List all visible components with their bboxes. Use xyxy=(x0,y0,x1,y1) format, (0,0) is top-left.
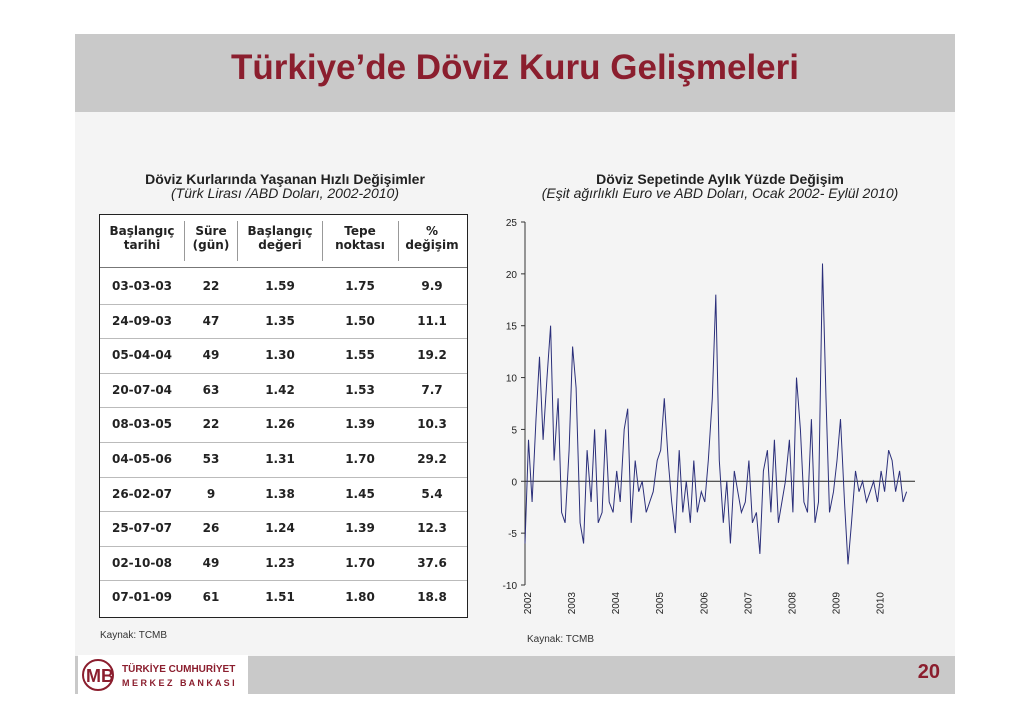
x-tick-label: 2006 xyxy=(699,592,711,615)
cell-start-date: 04-05-06 xyxy=(111,452,173,466)
cell-duration: 9 xyxy=(206,486,216,501)
y-tick-label: 15 xyxy=(505,321,517,333)
cell-peak: 1.39 xyxy=(345,521,375,536)
table-heading: Döviz Kurlarında Yaşanan Hızlı Değişimler xyxy=(145,171,425,187)
y-tick-label: -10 xyxy=(502,581,517,592)
row-divider xyxy=(100,477,467,478)
monthly-change-chart xyxy=(495,210,925,630)
col-header-start-date: Başlangıç tarihi xyxy=(109,224,175,252)
x-tick-label: 2005 xyxy=(655,592,667,615)
cell-start-date: 25-07-07 xyxy=(111,521,173,536)
x-tick-label: 2002 xyxy=(523,592,534,615)
cell-duration: 22 xyxy=(202,279,220,293)
x-tick-label: 2010 xyxy=(875,592,887,615)
cell-start-value: 1.30 xyxy=(265,348,295,363)
x-tick-label: 2009 xyxy=(831,592,843,615)
x-tick-label: 2007 xyxy=(743,592,755,615)
y-tick-label: 20 xyxy=(505,269,517,281)
x-tick-label: 2008 xyxy=(787,592,799,615)
row-divider xyxy=(100,407,467,408)
cell-change: 5.4 xyxy=(421,486,443,501)
cell-change: 10.3 xyxy=(417,417,447,432)
row-divider xyxy=(100,546,467,547)
chart-source: Kaynak: TCMB xyxy=(527,634,595,645)
row-divider xyxy=(100,511,467,512)
cell-start-date: 24-09-03 xyxy=(111,313,173,328)
cell-start-date: 03-03-03 xyxy=(111,279,173,293)
cell-duration: 61 xyxy=(202,590,220,605)
central-bank-logo xyxy=(78,655,248,695)
page-title: Türkiye’de Döviz Kuru Gelişmeleri xyxy=(231,48,799,87)
cell-start-value: 1.59 xyxy=(265,279,295,293)
exchange-rate-table xyxy=(99,214,468,618)
chart-axes xyxy=(503,218,915,614)
chart-plot xyxy=(525,264,907,565)
table-source: Kaynak: TCMB xyxy=(100,630,168,641)
cell-change: 7.7 xyxy=(421,382,443,397)
cell-peak: 1.80 xyxy=(345,590,375,605)
cell-peak: 1.75 xyxy=(345,279,375,293)
y-tick-label: -5 xyxy=(508,529,517,541)
table-header-row xyxy=(100,215,467,261)
table-row xyxy=(100,269,467,303)
cell-duration: 26 xyxy=(202,521,220,536)
cell-change: 18.8 xyxy=(417,590,447,605)
cell-peak: 1.45 xyxy=(345,486,375,501)
cell-duration: 49 xyxy=(202,348,220,363)
cell-start-date: 26-02-07 xyxy=(111,486,173,501)
x-tick-label: 2003 xyxy=(567,592,579,615)
cell-start-date: 08-03-05 xyxy=(111,417,173,432)
table-row xyxy=(100,338,467,372)
table-row xyxy=(100,546,467,580)
cell-duration: 63 xyxy=(202,382,220,397)
cell-duration: 47 xyxy=(202,313,220,328)
row-divider xyxy=(100,338,467,339)
y-tick-label: 10 xyxy=(505,373,517,385)
cell-start-value: 1.23 xyxy=(265,555,295,570)
cell-start-value: 1.26 xyxy=(265,417,295,432)
col-header-change: % değişim xyxy=(405,224,459,252)
cell-change: 37.6 xyxy=(417,555,447,570)
header-divider xyxy=(100,267,467,268)
cell-change: 19.2 xyxy=(417,348,447,363)
series-line xyxy=(525,264,907,565)
svg-text:M E R K E Z B A N K A S I: M E R K E Z B A N K A S I xyxy=(122,678,235,688)
cell-start-value: 1.51 xyxy=(265,590,295,605)
table-row xyxy=(100,407,467,441)
cell-start-value: 1.38 xyxy=(265,486,295,501)
svg-text:MB: MB xyxy=(86,666,114,686)
table-row xyxy=(100,442,467,476)
cell-peak: 1.53 xyxy=(345,382,375,397)
y-tick-label: 0 xyxy=(511,477,517,489)
cell-start-value: 1.35 xyxy=(265,313,295,328)
x-tick-label: 2004 xyxy=(611,592,623,615)
cell-start-date: 20-07-04 xyxy=(111,382,173,397)
table-row xyxy=(100,580,467,614)
title-band xyxy=(75,34,955,112)
cell-start-date: 07-01-09 xyxy=(111,590,173,605)
y-tick-label: 25 xyxy=(505,218,517,229)
cell-start-value: 1.24 xyxy=(265,521,295,536)
cell-peak: 1.70 xyxy=(345,452,375,466)
cell-start-value: 1.42 xyxy=(265,382,295,397)
svg-text:TÜRKİYE CUMHURİYET: TÜRKİYE CUMHURİYET xyxy=(122,664,236,675)
col-header-start-value: Başlangıç değeri xyxy=(247,224,313,252)
col-header-peak: Tepe noktası xyxy=(335,224,385,252)
cell-peak: 1.55 xyxy=(345,348,375,363)
col-header-duration: Süre (gün) xyxy=(192,224,230,252)
cell-duration: 22 xyxy=(202,417,220,432)
cell-start-value: 1.31 xyxy=(265,452,295,466)
cell-peak: 1.50 xyxy=(345,313,375,328)
y-tick-label: 5 xyxy=(511,425,517,437)
cell-change: 12.3 xyxy=(417,521,447,536)
cell-duration: 53 xyxy=(202,452,220,466)
cell-peak: 1.70 xyxy=(345,555,375,570)
cell-start-date: 02-10-08 xyxy=(111,555,173,570)
cbrt-emblem-icon xyxy=(78,655,248,695)
table-subheading: (Türk Lirası /ABD Doları, 2002-2010) xyxy=(171,185,399,201)
chart-heading: Döviz Sepetinde Aylık Yüzde Değişim xyxy=(596,171,844,187)
cell-duration: 49 xyxy=(202,555,220,570)
table-row xyxy=(100,511,467,545)
row-divider xyxy=(100,442,467,443)
row-divider xyxy=(100,304,467,305)
cell-change: 9.9 xyxy=(421,279,443,293)
table-row xyxy=(100,477,467,511)
cell-change: 11.1 xyxy=(417,313,447,328)
cell-start-date: 05-04-04 xyxy=(111,348,173,363)
page-number: 20 xyxy=(917,661,940,683)
chart-subheading: (Eşit ağırlıklı Euro ve ABD Doları, Ocak 2002- Eylül 2010) xyxy=(541,185,899,201)
row-divider xyxy=(100,373,467,374)
table-row xyxy=(100,373,467,407)
table-row xyxy=(100,304,467,338)
row-divider xyxy=(100,580,467,581)
cell-change: 29.2 xyxy=(417,452,447,466)
cell-peak: 1.39 xyxy=(345,417,375,432)
